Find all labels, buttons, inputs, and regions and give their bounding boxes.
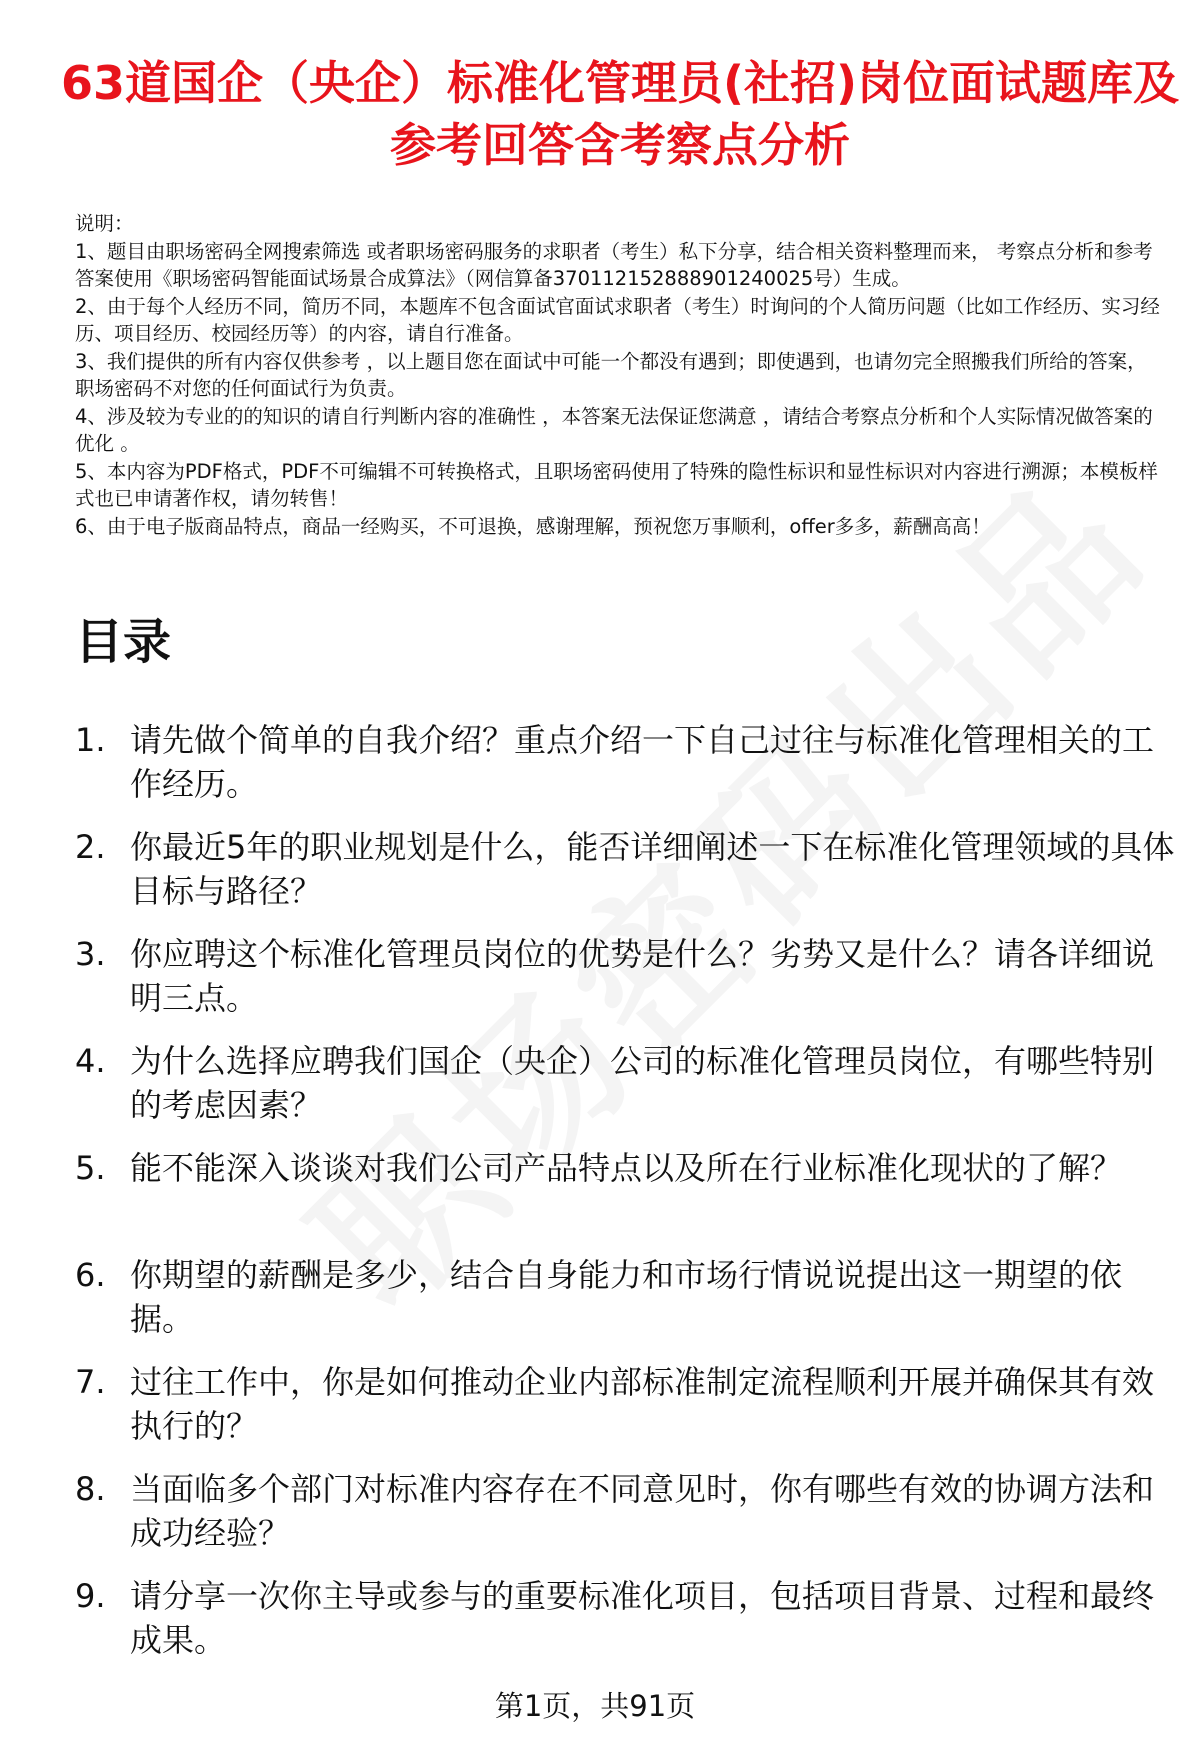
toc-item-number: 7. — [75, 1363, 106, 1401]
toc-item-number: 9. — [75, 1577, 106, 1615]
note-item: 1、题目由职场密码全网搜索筛选 或者职场密码服务的求职者（考生）私下分享，结合相关资料整理而来， 考察点分析和参考答案使用《职场密码智能面试场景合成算法》（网信算备370112152888901240025号）生成。 — [75, 239, 1153, 290]
toc-item-text: 当面临多个部门对标准内容存在不同意见时，你有哪些有效的协调方法和成功经验？ — [130, 1470, 1155, 1552]
toc-item-number: 2. — [75, 828, 106, 866]
toc-item-text: 你期望的薪酬是多少，结合自身能力和市场行情说说提出这一期望的依据。 — [130, 1256, 1123, 1338]
note-item: 2、由于每个人经历不同，简历不同，本题库不包含面试官面试求职者（考生）时询问的个人简历问题（比如工作经历、实习经历、项目经历、校园经历等）的内容，请自行准备。 — [75, 294, 1160, 345]
toc-list — [75, 718, 1175, 1681]
toc-item-number: 4. — [75, 1042, 106, 1080]
toc-item[interactable] — [75, 825, 1175, 932]
note-item: 5、本内容为PDF格式，PDF不可编辑不可转换格式，且职场密码使用了特殊的隐性标识和显性标识对内容进行溯源；本模板样式也已申请著作权，请勿转售！ — [75, 459, 1158, 510]
toc-item[interactable] — [75, 1146, 1175, 1253]
toc-item[interactable] — [75, 718, 1175, 825]
toc-item[interactable] — [75, 1574, 1175, 1681]
page-footer: 第1页，共91页 — [494, 1689, 696, 1723]
note-item: 3、我们提供的所有内容仅供参考 ，以上题目您在面试中可能一个都没有遇到；即使遇到，也请勿完全照搬我们所给的答案，职场密码不对您的任何面试行为负责。 — [75, 349, 1147, 400]
toc-item-number: 3. — [75, 935, 106, 973]
toc-item[interactable] — [75, 1039, 1175, 1146]
toc-item-text: 过往工作中，你是如何推动企业内部标准制定流程顺利开展并确保其有效执行的？ — [130, 1363, 1155, 1445]
toc-item-number: 6. — [75, 1256, 106, 1294]
toc-item-text: 能不能深入谈谈对我们公司产品特点以及所在行业标准化现状的了解？ — [130, 1149, 1123, 1187]
toc-item-number: 8. — [75, 1470, 106, 1508]
page-title: 63道国企（央企）标准化管理员(社招)岗位面试题库及参考回答含考察点分析 — [60, 56, 1180, 172]
toc-item-number: 1. — [75, 721, 106, 759]
toc-item[interactable] — [75, 1253, 1175, 1360]
toc-item-text: 为什么选择应聘我们国企（央企）公司的标准化管理员岗位，有哪些特别的考虑因素？ — [130, 1042, 1155, 1124]
notes-section — [75, 210, 1165, 540]
notes-heading: 说明： — [75, 212, 134, 235]
toc-item-number: 5. — [75, 1149, 106, 1187]
toc-heading: 目录 — [75, 614, 172, 670]
note-item: 4、涉及较为专业的的知识的请自行判断内容的准确性 ，本答案无法保证您满意 ，请结合考察点分析和个人实际情况做答案的优化 。 — [75, 404, 1153, 455]
toc-item[interactable] — [75, 932, 1175, 1039]
toc-item-text: 请分享一次你主导或参与的重要标准化项目，包括项目背景、过程和最终成果。 — [130, 1577, 1155, 1659]
note-item: 6、由于电子版商品特点，商品一经购买，不可退换，感谢理解，预祝您万事顺利，offer多多，薪酬高高！ — [75, 514, 991, 538]
toc-item[interactable] — [75, 1467, 1175, 1574]
toc-item-text: 你应聘这个标准化管理员岗位的优势是什么？劣势又是什么？请各详细说明三点。 — [130, 935, 1155, 1017]
toc-item[interactable] — [75, 1360, 1175, 1467]
toc-item-text: 请先做个简单的自我介绍？重点介绍一下自己过往与标准化管理相关的工作经历。 — [130, 721, 1155, 803]
toc-item-text: 你最近5年的职业规划是什么，能否详细阐述一下在标准化管理领域的具体目标与路径？ — [130, 828, 1175, 910]
